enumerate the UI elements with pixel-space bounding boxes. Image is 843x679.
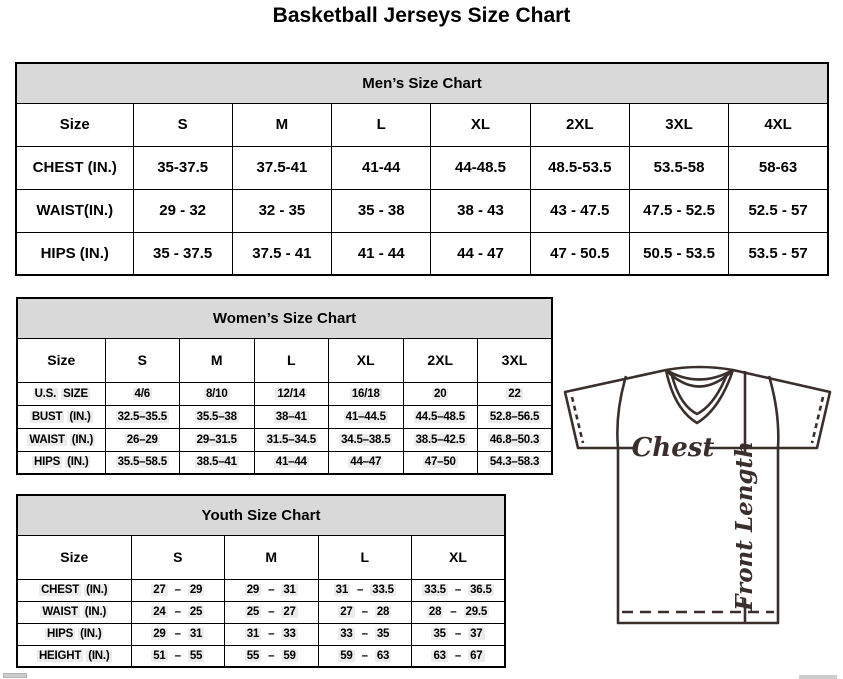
youth-size-chart bbox=[16, 494, 506, 668]
cell-text: 50.5 bbox=[580, 244, 610, 262]
youth-measurement-cell bbox=[318, 601, 412, 623]
cell-text: 29 bbox=[153, 628, 166, 640]
cell-text: 44.5–48.5 bbox=[415, 410, 465, 423]
cell-text: - bbox=[477, 244, 483, 262]
cell-text: 52.5 bbox=[685, 202, 715, 219]
horizontal-scrollbar-thumb-left[interactable] bbox=[3, 673, 27, 678]
cell-text: – bbox=[174, 584, 181, 596]
youth-measurement-cell bbox=[131, 601, 225, 623]
cell-text: 37.5-41 bbox=[256, 159, 308, 176]
women-measurement-cell bbox=[105, 451, 180, 474]
men-column-header: L bbox=[332, 104, 431, 146]
men-measurement-cell bbox=[332, 146, 431, 189]
cell-text: CHEST bbox=[32, 159, 84, 176]
cell-text: 31 bbox=[335, 584, 349, 596]
youth-measurement-cell bbox=[131, 623, 225, 645]
youth-measurement-row bbox=[17, 601, 505, 623]
chest-label: Chest bbox=[631, 433, 715, 463]
cell-text: 29 bbox=[246, 584, 260, 596]
women-row-label bbox=[17, 382, 105, 405]
cell-text: 32 bbox=[189, 202, 206, 219]
cell-text: 4/6 bbox=[134, 387, 150, 400]
women-measurement-cell bbox=[105, 405, 180, 428]
cell-text: 35-37.5 bbox=[157, 159, 209, 176]
cell-text: 34.5–38.5 bbox=[341, 433, 391, 446]
cell-text: 37.5 bbox=[183, 244, 213, 262]
cell-text: – bbox=[450, 606, 457, 618]
cell-text: 44 bbox=[457, 244, 474, 262]
cell-text: 29–31.5 bbox=[196, 433, 237, 446]
cell-text: 41 bbox=[357, 244, 375, 262]
cell-text: (IN.) bbox=[69, 410, 91, 423]
womens-size-table bbox=[16, 339, 553, 475]
cell-text: – bbox=[357, 584, 364, 596]
men-measurement-cell bbox=[431, 189, 530, 232]
women-measurement-cell bbox=[403, 405, 478, 428]
mens-size-table bbox=[15, 104, 829, 276]
men-measurement-cell bbox=[729, 146, 828, 189]
women-column-header: 2XL bbox=[403, 339, 478, 382]
cell-text: (IN.) bbox=[67, 456, 89, 469]
front-length-label: Front Length bbox=[731, 441, 758, 611]
cell-text: 47.5 bbox=[580, 202, 610, 219]
cell-text: 38 bbox=[457, 202, 474, 219]
cell-text: 35 bbox=[357, 202, 375, 219]
youth-row-label bbox=[17, 623, 131, 645]
cell-text: 58-63 bbox=[758, 159, 798, 176]
youth-size-chart-title: Youth Size Chart bbox=[16, 494, 506, 536]
cell-text: (IN.) bbox=[84, 606, 107, 618]
cell-text: 38.5–41 bbox=[196, 456, 237, 469]
cell-text: - bbox=[173, 244, 179, 262]
youth-measurement-cell bbox=[225, 579, 319, 601]
cell-text: - bbox=[781, 202, 787, 219]
cell-text: - bbox=[477, 202, 483, 219]
men-measurement-cell bbox=[332, 189, 431, 232]
youth-measurement-row bbox=[17, 645, 505, 667]
cell-text: 41–44.5 bbox=[345, 410, 386, 423]
cell-text: - bbox=[378, 244, 384, 262]
cell-text: (IN.) bbox=[87, 159, 117, 176]
cell-text: (IN.) bbox=[71, 433, 94, 446]
youth-measurement-cell bbox=[318, 623, 412, 645]
cell-text: 12/14 bbox=[277, 387, 306, 400]
cell-text: 47.5 bbox=[643, 202, 673, 219]
women-measurement-cell bbox=[180, 451, 255, 474]
cell-text: 51 bbox=[153, 649, 166, 662]
youth-column-header: S bbox=[131, 536, 225, 579]
cell-text: 31.5–34.5 bbox=[266, 433, 316, 446]
women-measurement-cell bbox=[329, 451, 404, 474]
cell-text: 54.3–58.3 bbox=[489, 456, 540, 469]
cell-text: - bbox=[279, 202, 285, 219]
women-measurement-cell bbox=[180, 405, 255, 428]
cell-text: 20 bbox=[434, 387, 447, 400]
cell-text: 57 bbox=[791, 244, 808, 262]
cell-text: 22 bbox=[508, 387, 521, 400]
cell-text: 33.5 bbox=[424, 584, 446, 596]
men-measurement-cell bbox=[530, 232, 629, 275]
jersey-outline bbox=[565, 367, 830, 623]
men-measurement-cell bbox=[133, 146, 232, 189]
cell-text: HIPS bbox=[34, 456, 61, 469]
men-measurement-cell bbox=[729, 232, 828, 275]
cell-text: 47–50 bbox=[424, 456, 456, 469]
cell-text: 55 bbox=[246, 649, 260, 662]
women-measurement-cell bbox=[329, 405, 404, 428]
women-measurement-row bbox=[17, 428, 552, 451]
cell-text: 50.5 bbox=[643, 244, 673, 262]
women-row-label bbox=[17, 428, 105, 451]
women-measurement-cell bbox=[180, 428, 255, 451]
cell-text: 33 bbox=[283, 628, 296, 640]
youth-row-label bbox=[17, 601, 131, 623]
youth-row-label bbox=[17, 645, 131, 667]
cell-text: U.S. bbox=[34, 387, 57, 400]
men-measurement-cell bbox=[729, 189, 828, 232]
cell-text: WAIST bbox=[29, 433, 65, 446]
men-measurement-cell bbox=[530, 189, 629, 232]
cell-text: 16/18 bbox=[351, 387, 380, 400]
cell-text: – bbox=[268, 584, 275, 596]
cell-text: HIPS bbox=[40, 244, 76, 262]
cell-text: 55 bbox=[189, 649, 203, 662]
youth-size-table bbox=[16, 536, 506, 668]
men-measurement-cell bbox=[431, 232, 530, 275]
women-column-header: S bbox=[105, 339, 180, 382]
cell-text: – bbox=[454, 649, 462, 662]
men-column-header: S bbox=[133, 104, 232, 146]
cell-text: SIZE bbox=[63, 387, 88, 400]
youth-measurement-cell bbox=[412, 645, 506, 667]
cell-text: 32.5–35.5 bbox=[117, 410, 167, 423]
youth-measurement-cell bbox=[412, 601, 506, 623]
cell-text: HEIGHT bbox=[38, 649, 82, 662]
cell-text: - bbox=[571, 202, 576, 219]
cell-text: 28 bbox=[428, 606, 442, 618]
youth-measurement-cell bbox=[412, 579, 506, 601]
youth-measurement-cell bbox=[412, 623, 506, 645]
women-measurement-cell bbox=[329, 382, 404, 405]
women-measurement-row bbox=[17, 405, 552, 428]
cell-text: 35.5–38 bbox=[196, 410, 237, 423]
cell-text: – bbox=[454, 584, 462, 596]
cell-text: 33 bbox=[340, 628, 353, 640]
men-row-label bbox=[16, 146, 133, 189]
cell-text: 38 bbox=[387, 202, 405, 219]
men-measurement-cell bbox=[629, 146, 728, 189]
women-column-header: L bbox=[254, 339, 329, 382]
cell-text: – bbox=[268, 628, 275, 640]
men-measurement-cell bbox=[232, 232, 331, 275]
cell-text: - bbox=[285, 244, 291, 262]
cell-text: 8/10 bbox=[205, 387, 228, 400]
women-measurement-cell bbox=[403, 382, 478, 405]
youth-measurement-cell bbox=[318, 579, 412, 601]
men-column-header: XL bbox=[431, 104, 530, 146]
cell-text: – bbox=[174, 649, 181, 662]
cell-text: - bbox=[180, 202, 186, 219]
cell-text: 52.5 bbox=[748, 202, 778, 219]
cell-text: 37.5 bbox=[252, 244, 282, 262]
cell-text: 27 bbox=[283, 606, 296, 618]
cell-text: 29.5 bbox=[465, 606, 488, 618]
cell-text: 59 bbox=[340, 649, 353, 662]
cell-text: 31 bbox=[283, 584, 296, 596]
men-column-header: 3XL bbox=[629, 104, 728, 146]
page-title: Basketball Jerseys Size Chart bbox=[272, 4, 571, 27]
women-measurement-cell bbox=[478, 405, 553, 428]
cell-text: WAIST(IN.) bbox=[36, 202, 114, 219]
cell-text: 47 bbox=[487, 244, 504, 262]
cell-text: 53.5 bbox=[748, 244, 778, 262]
cell-text: 44-48.5 bbox=[455, 159, 506, 176]
youth-measurement-cell bbox=[131, 645, 225, 667]
womens-size-chart bbox=[16, 297, 553, 475]
cell-text: 28 bbox=[376, 606, 390, 618]
cell-text: 25 bbox=[189, 606, 203, 618]
cell-text: – bbox=[174, 606, 181, 618]
men-row-label bbox=[16, 189, 133, 232]
cell-text: (IN.) bbox=[79, 244, 109, 262]
men-column-header: Size bbox=[16, 104, 133, 146]
men-measurement-cell bbox=[332, 232, 431, 275]
youth-measurement-cell bbox=[225, 601, 319, 623]
cell-text: 44–47 bbox=[350, 456, 382, 469]
youth-column-header: Size bbox=[17, 536, 131, 579]
cell-text: 59 bbox=[283, 649, 296, 662]
men-measurement-cell bbox=[530, 146, 629, 189]
men-measurement-cell bbox=[431, 146, 530, 189]
cell-text: 38.5–42.5 bbox=[415, 433, 465, 446]
women-row-label bbox=[17, 405, 105, 428]
cell-text: 67 bbox=[470, 649, 483, 662]
cell-text: WAIST bbox=[42, 606, 78, 618]
cell-text: 35 bbox=[153, 244, 170, 262]
cell-text: 44 bbox=[387, 244, 405, 262]
cell-text: - bbox=[781, 244, 787, 262]
cell-text: 31 bbox=[246, 628, 260, 640]
women-column-header: Size bbox=[17, 339, 105, 382]
men-column-header: 4XL bbox=[729, 104, 828, 146]
youth-measurement-cell bbox=[225, 645, 319, 667]
women-measurement-row bbox=[17, 451, 552, 474]
cell-text: (IN.) bbox=[80, 628, 102, 640]
cell-text: BUST bbox=[31, 410, 63, 423]
cell-text: 57 bbox=[791, 202, 808, 219]
jersey-measurement-diagram bbox=[558, 363, 836, 631]
cell-text: - bbox=[571, 244, 576, 262]
men-measurement-cell bbox=[232, 146, 331, 189]
cell-text: 31 bbox=[189, 628, 203, 640]
cell-text: 35 bbox=[433, 628, 446, 640]
cell-text: (IN.) bbox=[88, 649, 110, 662]
cell-text: - bbox=[378, 202, 384, 219]
cell-text: 35 bbox=[376, 628, 390, 640]
women-measurement-row bbox=[17, 382, 552, 405]
men-size-header-row bbox=[16, 104, 828, 146]
cell-text: 37 bbox=[470, 628, 483, 640]
women-measurement-cell bbox=[254, 405, 329, 428]
cell-text: 48.5-53.5 bbox=[548, 159, 612, 176]
youth-measurement-row bbox=[17, 623, 505, 645]
cell-text: 43 bbox=[487, 202, 504, 219]
cell-text: 35.5–58.5 bbox=[117, 456, 167, 469]
youth-measurement-row bbox=[17, 579, 505, 601]
youth-column-header: L bbox=[318, 536, 412, 579]
cell-text: 25 bbox=[246, 606, 260, 618]
cell-text: - bbox=[676, 244, 682, 262]
men-measurement-cell bbox=[629, 189, 728, 232]
men-column-header: M bbox=[232, 104, 331, 146]
cell-text: 32 bbox=[258, 202, 276, 219]
cell-text: 24 bbox=[153, 606, 166, 618]
women-measurement-cell bbox=[478, 382, 553, 405]
men-measurement-row bbox=[16, 232, 828, 275]
women-measurement-cell bbox=[254, 428, 329, 451]
youth-measurement-cell bbox=[318, 645, 412, 667]
men-measurement-cell bbox=[232, 189, 331, 232]
women-measurement-cell bbox=[403, 428, 478, 451]
cell-text: – bbox=[361, 649, 368, 662]
women-measurement-cell bbox=[403, 451, 478, 474]
cell-text: 26–29 bbox=[126, 433, 158, 446]
women-measurement-cell bbox=[478, 451, 553, 474]
cell-text: 41–44 bbox=[275, 456, 307, 469]
cell-text: – bbox=[361, 628, 368, 640]
cell-text: – bbox=[174, 628, 181, 640]
cell-text: 36.5 bbox=[470, 584, 492, 596]
youth-row-label bbox=[17, 579, 131, 601]
cell-text: 53.5-58 bbox=[653, 159, 705, 176]
womens-size-chart-title: Women’s Size Chart bbox=[16, 297, 553, 339]
cell-text: – bbox=[454, 628, 462, 640]
women-column-header: M bbox=[180, 339, 255, 382]
men-measurement-cell bbox=[133, 189, 232, 232]
women-size-header-row bbox=[17, 339, 552, 382]
women-measurement-cell bbox=[105, 428, 180, 451]
men-measurement-cell bbox=[629, 232, 728, 275]
cell-text: 47 bbox=[550, 244, 567, 262]
cell-text: 27 bbox=[153, 584, 166, 596]
women-column-header: XL bbox=[329, 339, 404, 382]
cell-text: 63 bbox=[376, 649, 390, 662]
cell-text: - bbox=[676, 202, 682, 219]
women-column-header: 3XL bbox=[478, 339, 553, 382]
women-measurement-cell bbox=[478, 428, 553, 451]
mens-size-chart bbox=[15, 62, 829, 276]
women-measurement-cell bbox=[254, 451, 329, 474]
youth-column-header: XL bbox=[412, 536, 506, 579]
cell-text: 38–41 bbox=[275, 410, 307, 423]
cell-text: 35 bbox=[288, 202, 306, 219]
cell-text: 41 bbox=[294, 244, 312, 262]
cell-text: 29 bbox=[189, 584, 203, 596]
men-row-label bbox=[16, 232, 133, 275]
women-row-label bbox=[17, 451, 105, 474]
cell-text: 43 bbox=[550, 202, 567, 219]
cell-text: 53.5 bbox=[685, 244, 715, 262]
cell-text: CHEST bbox=[41, 584, 80, 596]
youth-size-header-row bbox=[17, 536, 505, 579]
men-measurement-cell bbox=[133, 232, 232, 275]
youth-measurement-cell bbox=[131, 579, 225, 601]
cell-text: 27 bbox=[340, 606, 353, 618]
men-measurement-row bbox=[16, 146, 828, 189]
cell-text: 63 bbox=[433, 649, 446, 662]
women-measurement-cell bbox=[329, 428, 404, 451]
men-column-header: 2XL bbox=[530, 104, 629, 146]
cell-text: HIPS bbox=[47, 628, 74, 640]
mens-size-chart-title: Men’s Size Chart bbox=[15, 62, 829, 104]
cell-text: 29 bbox=[159, 202, 176, 219]
women-measurement-cell bbox=[254, 382, 329, 405]
cell-text: 52.8–56.5 bbox=[489, 410, 540, 423]
cell-text: – bbox=[361, 606, 368, 618]
men-measurement-row bbox=[16, 189, 828, 232]
cell-text: 46.8–50.3 bbox=[489, 433, 540, 446]
women-measurement-cell bbox=[105, 382, 180, 405]
cell-text: 33.5 bbox=[372, 584, 394, 596]
horizontal-scrollbar-thumb-right[interactable] bbox=[799, 675, 837, 679]
cell-text: 41-44 bbox=[362, 159, 401, 176]
youth-column-header: M bbox=[225, 536, 319, 579]
women-measurement-cell bbox=[180, 382, 255, 405]
youth-measurement-cell bbox=[225, 623, 319, 645]
cell-text: (IN.) bbox=[86, 584, 108, 596]
cell-text: – bbox=[268, 606, 275, 618]
cell-text: – bbox=[268, 649, 275, 662]
